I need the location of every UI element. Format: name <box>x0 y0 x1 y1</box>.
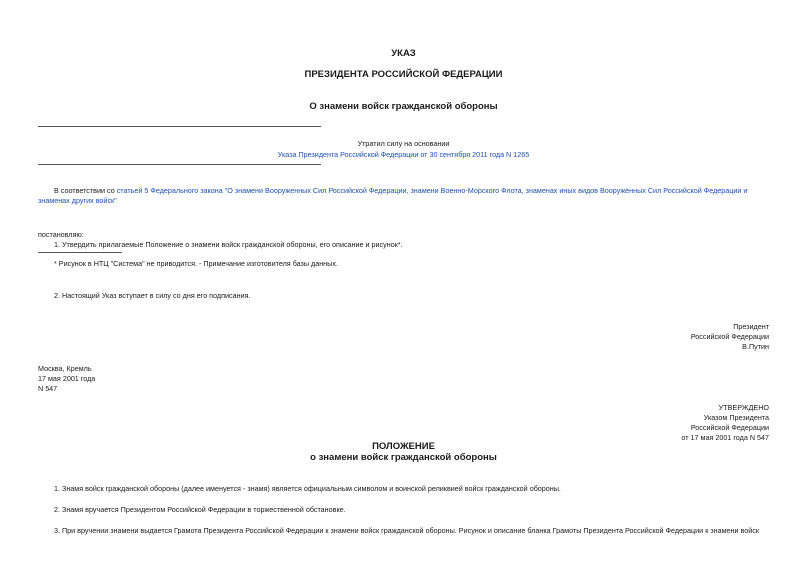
signing-place: Москва, Кремль <box>38 364 92 373</box>
law-article-link-continued[interactable]: знаменах других войск" <box>38 196 117 205</box>
signature-country: Российской Федерации <box>690 332 769 341</box>
issuer-title: ПРЕЗИДЕНТА РОССИЙСКОЙ ФЕДЕРАЦИИ <box>304 69 503 80</box>
decision-word: постановляю: <box>38 230 84 239</box>
signature-position: Президент <box>733 322 769 331</box>
regulation-item-1: 1. Знамя войск гражданской обороны (далее именуется - знамя) является официальным символом и воинской реликвией войск гражданской обороны. <box>54 484 561 493</box>
divider-top <box>38 126 321 127</box>
approved-label: УТВЕРЖДЕНО <box>718 403 769 412</box>
regulation-item-3: 3. При вручении знамени выдается Грамота Президента Российской Федерации к знамени войск гражданской обороны. Рисунок и описание бланка Грамоты Президента Российской Федерации к знамени войск <box>54 526 760 535</box>
decree-item-1: 1. Утвердить прилагаемые Положение о знамени войск гражданской обороны, его описание и рисунок*. <box>54 240 403 249</box>
approved-date: от 17 мая 2001 года N 547 <box>681 433 769 442</box>
approved-country: Российской Федерации <box>690 423 769 432</box>
preamble-prefix: В соответствии со <box>54 186 117 195</box>
repeal-link[interactable]: Указа Президента Российской Федерации от 30 сентября 2011 года N 1265 <box>277 150 530 159</box>
approved-by: Указом Президента <box>703 413 769 422</box>
law-article-link[interactable]: статьей 5 Федерального закона "О знамени Вооруженных Сил Российской Федерации, знамени Военно-Морского Флота, знаменах иных видов Вооруженных Сил Российской Федерации и <box>116 186 748 195</box>
decree-item-2: 2. Настоящий Указ вступает в силу со дня его подписания. <box>54 291 251 300</box>
regulation-subtitle: о знамени войск гражданской обороны <box>310 452 497 463</box>
decree-type-title: УКАЗ <box>391 48 416 59</box>
divider-bottom <box>38 164 321 165</box>
decree-number: N 547 <box>38 384 58 393</box>
repeal-note: Утратил силу на основании <box>357 139 450 148</box>
footnote-divider <box>38 252 122 253</box>
signing-date: 17 мая 2001 года <box>38 374 96 383</box>
preamble-line-1 <box>54 186 747 195</box>
decree-subject-title: О знамени войск гражданской обороны <box>309 101 498 112</box>
footnote: * Рисунок в НТЦ "Система" не приводится. - Примечание изготовителя базы данных. <box>54 259 338 268</box>
signature-name: В.Путин <box>742 342 769 351</box>
regulation-item-2: 2. Знамя вручается Президентом Российской Федерации в торжественной обстановке. <box>54 505 346 514</box>
regulation-title: ПОЛОЖЕНИЕ <box>372 441 435 452</box>
